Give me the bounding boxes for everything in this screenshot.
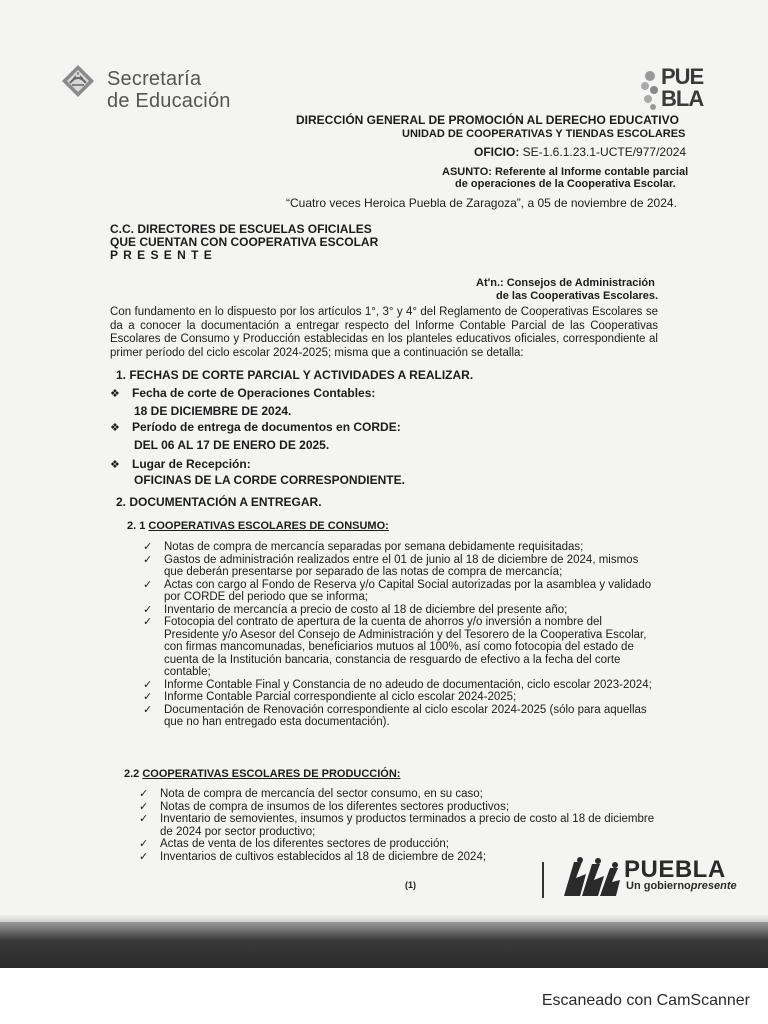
oficio-line: [474, 145, 686, 159]
recipient-line3: P R E S E N T E: [110, 248, 213, 262]
list-item: ✓ Informe Contable Final y Constancia de no adeudo de documentación, ciclo escolar 2023-2024;: [143, 678, 652, 691]
check-icon: ✓: [139, 850, 149, 863]
intro-paragraph: Con fundamento en lo dispuesto por los artículos 1°, 3° y 4° del Reglamento de Cooperativas Escolares se da a conocer la documentación a entregar respecto del Informe Contable Parcial de las Cooperativas Escolares de Consumo y Producción establecidas en los planteles educativos oficiales, correspondiente al primer período del ciclo escolar 2024-2025; misma que a continuación se detalla:: [110, 306, 658, 359]
section1-item2-value: DEL 06 AL 17 DE ENERO DE 2025.: [134, 438, 330, 452]
attention-line1: At'n.: Consejos de Administración: [476, 277, 655, 289]
list-item: ✓ Actas con cargo al Fondo de Reserva y/o Capital Social autorizadas por la asamblea y validado por CORDE del periodo que se informa;: [143, 578, 652, 603]
scan-dark-band: [0, 922, 768, 968]
section1-item1-label: Fecha de corte de Operaciones Contables:: [132, 386, 376, 400]
check-icon: ✓: [143, 578, 153, 591]
footer-puebla-word: PUEBLA: [624, 856, 726, 883]
section2-title: 2. DOCUMENTACIÓN A ENTREGAR.: [116, 495, 322, 509]
check-icon: ✓: [139, 813, 149, 825]
asunto-line1: [442, 166, 688, 178]
list-item: ✓ Gastos de administración realizados entre el 01 de junio al 18 de diciembre de 2024, mismos que deberán presentarse por separado de las notas de compra de mercancía;: [143, 553, 639, 578]
section1-item1-value: 18 DE DICIEMBRE DE 2024.: [134, 404, 292, 418]
list-item: ✓ Nota de compra de mercancía del sector consumo, en su caso;: [139, 788, 483, 800]
sub1-number: 2. 1: [127, 520, 146, 532]
oficio-label: OFICIO:: [474, 145, 520, 159]
check-icon: ✓: [143, 691, 153, 703]
camscanner-watermark: Escaneado con CamScanner: [541, 992, 750, 1009]
sub2-number: 2.2: [124, 768, 140, 780]
section1-title: 1. FECHAS DE CORTE PARCIAL Y ACTIVIDADES A REALIZAR.: [116, 368, 474, 382]
check-icon: ✓: [139, 800, 149, 813]
oficio-value: SE-1.6.1.23.1-UCTE/977/2024: [522, 145, 687, 159]
puebla-figures-icon: [560, 856, 622, 898]
sub1-heading: [127, 520, 389, 532]
recipient-line1: C.C. DIRECTORES DE ESCUELAS OFICIALES: [110, 222, 372, 236]
sub2-list: [136, 788, 660, 863]
unidad-heading: UNIDAD DE COOPERATIVAS Y TIENDAS ESCOLARES: [402, 128, 686, 140]
list-item: ✓ Inventario de semovientes, insumos y productos terminados a precio de costo al 18 de diciembre de 2024 por sector productivo;: [139, 813, 655, 838]
slogan-emphasis: presente: [690, 880, 737, 892]
section1-item2-label: Período de entrega de documentos en CORDE:: [132, 420, 401, 434]
check-icon: ✓: [143, 553, 153, 566]
recipient-line2: QUE CUENTAN CON COOPERATIVA ESCOLAR: [110, 235, 379, 249]
list-item: ✓ Informe Contable Parcial correspondiente al ciclo escolar 2024-2025;: [143, 691, 517, 703]
check-icon: ✓: [143, 616, 153, 628]
list-item: ✓ Documentación de Renovación correspondiente al ciclo escolar 2024-2025 (sólo para aquellas que no han entregado esta documentación).: [143, 703, 647, 728]
puebla-logo-top: [639, 66, 719, 112]
list-item: ✓ Actas de venta de los diferentes sectores de producción;: [139, 838, 449, 850]
footer-slogan: [626, 880, 737, 892]
list-item: ✓ Inventarios de cultivos establecidos al 18 de diciembre de 2024;: [139, 850, 487, 863]
sub2-heading: [124, 768, 400, 780]
direccion-heading: DIRECCIÓN GENERAL DE PROMOCIÓN AL DERECHO EDUCATIVO: [296, 113, 679, 127]
diamond-bullet-icon: ❖: [110, 388, 120, 400]
attention-line2: de las Cooperativas Escolares.: [496, 290, 659, 302]
diamond-bullet-icon: ❖: [110, 459, 120, 471]
list-item: ✓ Inventario de mercancía a precio de costo al 18 de diciembre del presente año;: [143, 603, 568, 616]
page-number: (1): [405, 880, 416, 890]
sep-title-line2: de Educación: [107, 90, 231, 112]
list-item: ✓ Notas de compra de mercancía separadas por semana debidamente requisitadas;: [143, 541, 584, 553]
check-icon: ✓: [143, 603, 153, 616]
check-icon: ✓: [143, 541, 153, 553]
diamond-bullet-icon: ❖: [110, 422, 120, 434]
puebla-logo-line2: BLA: [661, 86, 704, 111]
sep-emblem-icon: [61, 64, 95, 98]
check-icon: ✓: [143, 703, 153, 716]
asunto-text1: Referente al Informe contable parcial: [494, 166, 689, 178]
check-icon: ✓: [143, 678, 153, 691]
check-icon: ✓: [139, 838, 149, 850]
asunto-line2: de operaciones de la Cooperativa Escolar.: [455, 178, 676, 190]
footer-divider: [542, 862, 544, 898]
section1-item3-label: Lugar de Recepción:: [132, 457, 251, 471]
section1-item3-value: OFICINAS DE LA CORDE CORRESPONDIENTE.: [134, 473, 405, 487]
sub2-title: COOPERATIVAS ESCOLARES DE PRODUCCIÓN:: [142, 768, 401, 780]
place-date: “Cuatro veces Heroica Puebla de Zaragoza”, a 05 de noviembre de 2024.: [286, 196, 677, 210]
sub1-list: [140, 541, 660, 729]
list-item: ✓ Notas de compra de insumos de los diferentes sectores productivos;: [139, 800, 510, 813]
asunto-label: ASUNTO:: [442, 166, 492, 178]
sep-title-line1: Secretaría: [107, 68, 202, 90]
sub1-title: COOPERATIVAS ESCOLARES DE CONSUMO:: [148, 520, 389, 532]
puebla-flower-icon: [639, 68, 661, 112]
puebla-logo-line1: PUE: [661, 64, 704, 89]
check-icon: ✓: [139, 788, 149, 800]
slogan-plain: Un gobierno: [626, 880, 691, 892]
list-item: ✓ Fotocopia del contrato de apertura de la cuenta de ahorros y/o inversión a nombre del Presidente y/o Asesor del Consejo de Administración y del Tesorero de la Cooperativa Escolar, con firmas mancomunadas, beneficiarios mutuos al 100%, así como fotocopia del estado de cuenta de la Institución bancaria, constancia de resguardo de efectivo a la fecha del corte contable;: [143, 616, 647, 678]
